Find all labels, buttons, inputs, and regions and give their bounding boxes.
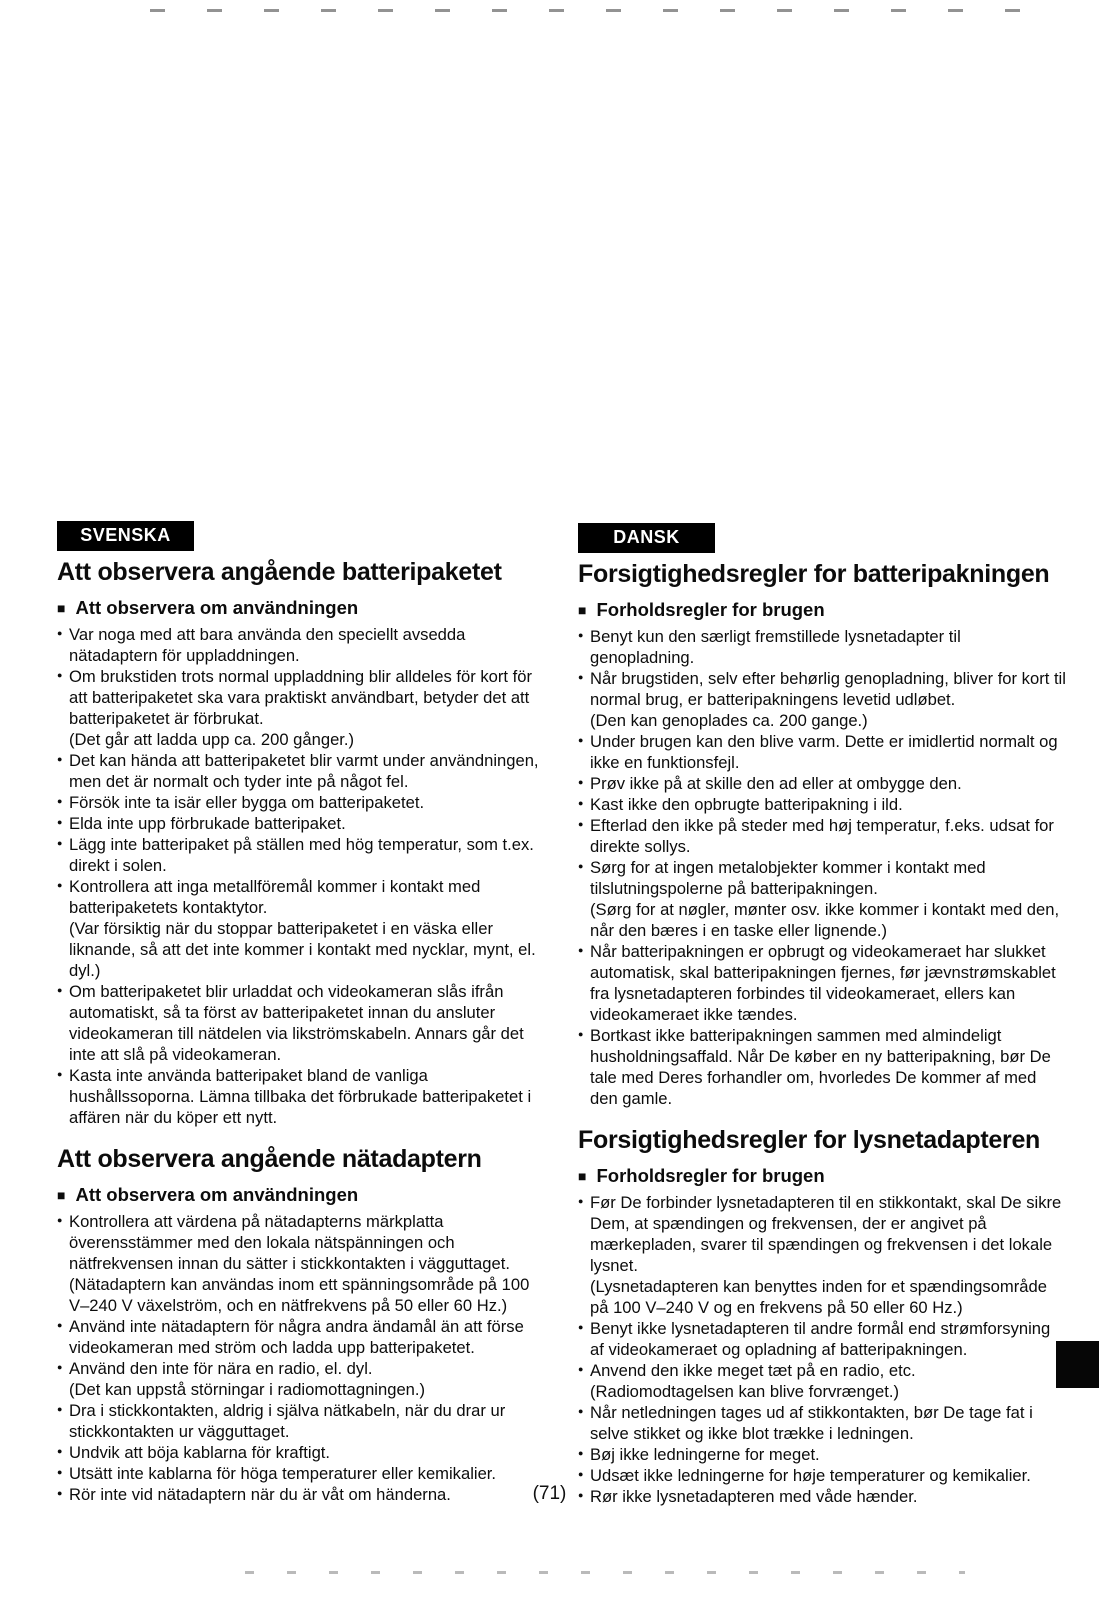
- list-item-text: Rør ikke lysnetadapteren med våde hænder.: [590, 1486, 918, 1506]
- list-item-text: Når brugstiden, selv efter behørlig genopladning, bliver for kort til normal brug, er batteripakningens levetid udløbet.: [590, 668, 1066, 709]
- list-item: [57, 1211, 546, 1316]
- list-item: [57, 981, 546, 1065]
- section-title: Att observera angående batteripaketet: [57, 558, 502, 586]
- list-item: [57, 750, 546, 792]
- list-item: [578, 1025, 1067, 1109]
- list-item: [578, 731, 1067, 773]
- list-item: [578, 794, 1067, 815]
- list-item-text: (Det går att ladda upp ca. 200 gånger.): [69, 729, 355, 749]
- list-item-text: Det kan hända att batteripaketet blir varmt under användningen, men det är normalt och tyder inte på något fel.: [69, 750, 539, 791]
- list-item-text: Bøj ikke ledningerne for meget.: [590, 1444, 820, 1464]
- page-number: (71): [532, 1483, 567, 1504]
- bullet-icon: ●: [57, 1466, 63, 1477]
- bullet-icon: ●: [57, 879, 63, 890]
- list-item-text: Udsæt ikke ledningerne for høje temperaturer og kemikalier.: [590, 1465, 1031, 1485]
- document-section: [57, 558, 546, 1128]
- list-item-text: (Sørg for at nøgler, mønter osv. ikke kommer i kontakt med den, når den bæres i en taske eller lignende.): [590, 899, 1060, 940]
- list-item-text: (Lysnetadapteren kan benyttes inden for et spændingsområde på 100 V–240 V og en frekvens på 50 eller 60 Hz.): [590, 1276, 1047, 1317]
- list-item: [578, 1192, 1067, 1318]
- square-marker-icon: ■: [57, 599, 66, 616]
- list-item: [57, 1400, 546, 1442]
- bullet-icon: ●: [57, 1214, 63, 1225]
- bullet-icon: ●: [578, 1195, 584, 1206]
- bullet-icon: ●: [578, 944, 584, 955]
- bullet-icon: ●: [57, 1487, 63, 1498]
- list-item-text: (Radiomodtagelsen kan blive forvrænget.): [590, 1381, 899, 1401]
- bullet-icon: ●: [578, 1489, 584, 1500]
- bullet-icon: ●: [57, 1361, 63, 1372]
- list-item-text: Sørg for at ingen metalobjekter kommer i kontakt med tilslutningspolerne på batteripakningen.: [590, 857, 986, 898]
- bullet-icon: ●: [57, 1445, 63, 1456]
- document-section: [57, 1145, 546, 1505]
- section-subheading: [578, 599, 1067, 621]
- list-item: [57, 792, 546, 813]
- list-item-text: Rör inte vid nätadaptern när du är våt om händerna.: [69, 1484, 451, 1504]
- list-item-text: Benyt ikke lysnetadapteren til andre formål end strømforsyning af videokameraet og opladning af batteripakningen.: [590, 1318, 1051, 1359]
- list-item: [578, 941, 1067, 1025]
- section-subheading: [57, 597, 546, 619]
- language-badge-svenska: SVENSKA: [57, 521, 194, 551]
- list-item-text: Lägg inte batteripaket på ställen med hög temperatur, som t.ex. direkt i solen.: [69, 834, 534, 875]
- list-item-text: Var noga med att bara använda den speciellt avsedda nätadaptern för uppladdningen.: [69, 624, 466, 665]
- square-marker-icon: ■: [578, 601, 587, 618]
- bullet-icon: ●: [578, 629, 584, 640]
- bullet-icon: ●: [578, 1028, 584, 1039]
- list-item-text: Använd inte nätadaptern för några andra ändamål än att förse videokameran med ström och ladda upp batteripaketet.: [69, 1316, 524, 1357]
- list-item-text: Når batteripakningen er opbrugt og videokameraet har slukket automatisk, skal batteripakningen fjernes, før jævnstrømskablet fra lysnetadapteren forbindes til videokameraet, ellers kan videokameraet ikke tændes.: [590, 941, 1056, 1024]
- list-item-text: Prøv ikke på at skille den ad eller at ombygge den.: [590, 773, 962, 793]
- section-title: Forsigtighedsregler for lysnetadapteren: [578, 1125, 1041, 1154]
- language-badge-dansk: DANSK: [578, 523, 715, 553]
- list-item: [578, 773, 1067, 794]
- list-item-text: Kast ikke den opbrugte batteripakning i ild.: [590, 794, 903, 814]
- section-subheading: [578, 1165, 1067, 1187]
- list-item: [578, 857, 1067, 941]
- list-item: [578, 1360, 1067, 1402]
- list-item: [57, 1463, 546, 1484]
- list-item-text: Kasta inte använda batteripaket bland de vanliga hushållssoporna. Lämna tillbaka det förbrukade batteripaketet i affären när du köper ett nytt.: [69, 1065, 532, 1127]
- list-item-text: Använd den inte för nära en radio, el. dyl.: [69, 1358, 373, 1378]
- list-item: [57, 1358, 546, 1400]
- section-title: Att observera angående nätadaptern: [57, 1144, 482, 1173]
- list-item-text: (Den kan genoplades ca. 200 gange.): [590, 710, 868, 730]
- bullet-icon: ●: [578, 734, 584, 745]
- bullet-icon: ●: [578, 1405, 584, 1416]
- list-item: [57, 624, 546, 666]
- list-item-text: Anvend den ikke meget tæt på en radio, etc.: [590, 1360, 916, 1380]
- list-item-text: Undvik att böja kablarna för kraftigt.: [69, 1442, 331, 1462]
- list-item-text: Efterlad den ikke på steder med høj temperatur, f.eks. udsat for direkte sollys.: [590, 815, 1054, 856]
- list-item-text: (Det kan uppstå störningar i radiomottagningen.): [69, 1379, 426, 1399]
- column-svenska: [57, 521, 546, 1505]
- sections-dansk: [578, 560, 1067, 1507]
- bullet-list: [57, 624, 546, 1128]
- bullet-list: [57, 1211, 546, 1505]
- list-item: [57, 666, 546, 750]
- list-item-text: Før De forbinder lysnetadapteren til en stikkontakt, skal De sikre Dem, at spændingen og frekvensen, der er angivet på mærkepladen, svarer til spændingen og frekvensen i det lokale lysnet.: [590, 1192, 1062, 1275]
- list-item: [578, 1402, 1067, 1444]
- section-title: Forsigtighedsregler for batteripakningen: [578, 560, 1050, 588]
- list-item: [578, 626, 1067, 668]
- list-item: [578, 1444, 1067, 1465]
- bullet-icon: ●: [57, 816, 63, 827]
- section-subheading-label: Forholdsregler for brugen: [596, 598, 825, 620]
- scan-artifact-top: [150, 9, 1040, 12]
- bullet-icon: ●: [578, 776, 584, 787]
- section-subheading-label: Att observera om användningen: [75, 1183, 359, 1205]
- sections-svenska: [57, 558, 546, 1505]
- list-item: [57, 834, 546, 876]
- bullet-list: [578, 626, 1067, 1109]
- list-item: [578, 1318, 1067, 1360]
- list-item-text: Försök inte ta isär eller bygga om batteripaketet.: [69, 792, 425, 812]
- bullet-icon: ●: [57, 1319, 63, 1330]
- bullet-icon: ●: [578, 1468, 584, 1479]
- bullet-icon: ●: [57, 795, 63, 806]
- list-item-text: (Nätadaptern kan användas inom ett spänningsområde på 100 V–240 V växelström, och en nätfrekvens på 50 eller 60 Hz.): [69, 1274, 530, 1315]
- list-item: [57, 813, 546, 834]
- list-item-text: Når netledningen tages ud af stikkontakten, bør De tage fat i selve stikket og ikke blot trække i ledningen.: [590, 1402, 1033, 1443]
- print-registration-mark: [1056, 1341, 1099, 1388]
- list-item-text: Under brugen kan den blive varm. Dette er imidlertid normalt og ikke en funktionsfejl.: [590, 731, 1058, 772]
- bullet-icon: ●: [57, 627, 63, 638]
- document-section: [578, 1126, 1067, 1507]
- list-item: [57, 876, 546, 981]
- list-item-text: (Var försiktig när du stoppar batteripaketet i en väska eller liknande, så att det inte kommer i kontakt med nycklar, mynt, el. dyl.): [69, 918, 536, 980]
- bullet-icon: ●: [57, 669, 63, 680]
- bullet-icon: ●: [57, 753, 63, 764]
- list-item: [578, 815, 1067, 857]
- list-item: [57, 1065, 546, 1128]
- list-item: [578, 668, 1067, 731]
- list-item-text: Dra i stickkontakten, aldrig i själva nätkabeln, när du drar ur stickkontakten ur vägguttaget.: [69, 1400, 506, 1441]
- bullet-icon: ●: [578, 1363, 584, 1374]
- list-item-text: Benyt kun den særligt fremstillede lysnetadapter til genopladning.: [590, 626, 961, 667]
- section-subheading-label: Att observera om användningen: [75, 596, 359, 618]
- list-item: [57, 1316, 546, 1358]
- square-marker-icon: ■: [578, 1167, 587, 1184]
- list-item-text: Bortkast ikke batteripakningen sammen med almindeligt husholdningsaffald. Når De køber en ny batteripakning, bør De tale med Deres forhandler om, hvorledes De kommer af med den gamle.: [590, 1025, 1051, 1108]
- bullet-icon: ●: [57, 1068, 63, 1079]
- bullet-icon: ●: [578, 818, 584, 829]
- square-marker-icon: ■: [57, 1186, 66, 1203]
- bullet-icon: ●: [57, 984, 63, 995]
- list-item-text: Kontrollera att värdena på nätadapterns märkplatta överensstämmer med den lokala nätspänningen och nätfrekvensen innan du sätter i stickkontakten i vägguttaget.: [69, 1211, 510, 1273]
- bullet-icon: ●: [57, 837, 63, 848]
- list-item-text: Om brukstiden trots normal uppladdning blir alldeles för kort för att batteripaketet ska vara praktiskt användbart, betyder det att batteripaketet är förbrukat.: [69, 666, 532, 728]
- bullet-icon: ●: [578, 671, 584, 682]
- bullet-list: [578, 1192, 1067, 1507]
- list-item-text: Om batteripaketet blir urladdat och videokameran slås ifrån automatiskt, så ta först av batteripaketet innan du ansluter videokameran till nätdelen via likströmskabeln. Annars går det inte att slå på videokameran.: [69, 981, 524, 1064]
- bullet-icon: ●: [578, 860, 584, 871]
- list-item-text: Elda inte upp förbrukade batteripaket.: [69, 813, 346, 833]
- list-item-text: Kontrollera att inga metallföremål kommer i kontakt med batteripaketets kontaktytor.: [69, 876, 481, 917]
- section-subheading-label: Forholdsregler for brugen: [596, 1164, 825, 1186]
- column-dansk: [578, 523, 1067, 1507]
- document-section: [578, 560, 1067, 1109]
- section-subheading: [57, 1184, 546, 1206]
- bullet-icon: ●: [578, 1447, 584, 1458]
- bullet-icon: ●: [57, 1403, 63, 1414]
- bullet-icon: ●: [578, 797, 584, 808]
- list-item: [57, 1442, 546, 1463]
- scan-artifact-bottom: [245, 1571, 965, 1574]
- bullet-icon: ●: [578, 1321, 584, 1332]
- list-item-text: Utsätt inte kablarna för höga temperaturer eller kemikalier.: [69, 1463, 497, 1483]
